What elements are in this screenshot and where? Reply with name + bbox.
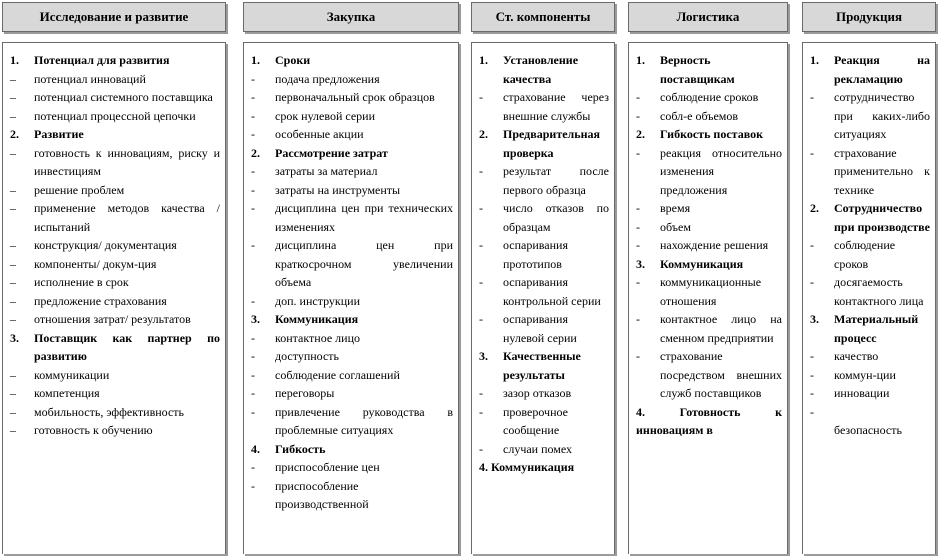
list-item xyxy=(251,384,453,403)
list-item-text: Установление качества xyxy=(503,53,579,86)
list-marker: - xyxy=(636,145,640,160)
section-heading xyxy=(479,51,609,88)
list-item-text: решение проблем xyxy=(34,182,125,197)
list-item xyxy=(251,125,453,144)
list-marker: – xyxy=(10,312,16,326)
list-marker: - xyxy=(636,349,640,363)
list-item xyxy=(10,199,220,236)
list-item-text: оспаривания контрольной серии xyxy=(503,275,601,308)
list-marker: – xyxy=(10,386,16,400)
list-item-text: страхование применительно к технике xyxy=(834,145,930,197)
section-heading xyxy=(810,310,930,347)
column-list xyxy=(471,42,615,554)
section-heading xyxy=(10,329,220,366)
list-item-text: Реакция на рекламацию xyxy=(834,53,930,86)
list-item xyxy=(251,329,453,348)
list-item xyxy=(479,88,609,125)
list-item-text: Поставщик как партнер по развитию xyxy=(34,330,220,363)
list-item xyxy=(10,292,220,311)
list-item-text: коммуникации xyxy=(34,367,110,382)
list-marker: - xyxy=(810,238,814,252)
list-item-text: подача предложения xyxy=(275,71,380,86)
list-item xyxy=(636,199,782,218)
list-item-text: соблюдение сроков xyxy=(660,90,759,104)
list-item xyxy=(810,366,930,385)
list-marker: - xyxy=(636,275,640,289)
list-item xyxy=(251,162,453,181)
list-marker: - xyxy=(636,238,640,252)
list-item xyxy=(251,458,453,477)
list-item-text: реакция относительно изменения предложения xyxy=(660,145,782,197)
list-item-text: Развитие xyxy=(34,127,84,141)
list-item-text: мобильность, эффективность xyxy=(34,404,184,419)
list-marker: - xyxy=(636,108,640,123)
section-heading xyxy=(636,255,782,274)
list-item-text: оспаривания нулевой серии xyxy=(503,312,577,345)
list-marker: - xyxy=(251,349,255,363)
column-header: Логистика xyxy=(628,2,788,32)
list-marker: – xyxy=(10,108,16,123)
list-item xyxy=(636,144,782,200)
column-production xyxy=(802,0,936,556)
list-item xyxy=(810,236,930,273)
list-item xyxy=(636,273,782,310)
list-item xyxy=(10,107,220,126)
list-marker: - xyxy=(251,182,255,197)
list-marker: 1. xyxy=(636,53,645,67)
list-marker: 2. xyxy=(479,127,488,141)
list-item xyxy=(10,88,220,107)
list-item-text: компоненты/ докум-ция xyxy=(34,256,157,271)
list-item xyxy=(10,403,220,422)
list-item-text: готовность к инновациям, риску и инвестициям xyxy=(34,145,220,178)
list-item xyxy=(10,310,220,329)
section-heading xyxy=(10,51,220,70)
list-item xyxy=(636,218,782,237)
list-item xyxy=(10,181,220,200)
column-standard-components xyxy=(471,0,615,556)
section-heading xyxy=(636,51,782,88)
list-marker: 2. xyxy=(636,127,645,141)
list-item xyxy=(479,384,609,403)
list-marker: - xyxy=(636,312,640,326)
list-marker: – xyxy=(10,90,16,104)
list-item xyxy=(810,347,930,366)
section-heading xyxy=(251,310,453,329)
list-item-text: компетенция xyxy=(34,386,100,400)
list-marker: - xyxy=(479,441,483,456)
section-heading xyxy=(636,403,782,440)
list-marker: - xyxy=(251,90,255,104)
list-item xyxy=(479,440,609,459)
list-item xyxy=(636,310,782,347)
section-heading xyxy=(810,199,930,236)
list-marker: - xyxy=(251,293,255,308)
list-marker: – xyxy=(10,71,16,86)
list-marker: – xyxy=(10,423,16,437)
list-marker: - xyxy=(810,386,814,400)
list-item xyxy=(810,403,930,422)
list-item-text: оспаривания прототипов xyxy=(503,238,568,271)
column-header: Исследование и развитие xyxy=(2,2,226,32)
list-item-text: Гибкость xyxy=(275,441,326,456)
list-item-text: привлечение руководства в проблемные ситуациях xyxy=(275,404,453,437)
list-marker: 3. xyxy=(810,312,819,326)
list-item-text: страхование через внешние службы xyxy=(503,90,609,123)
list-item xyxy=(251,199,453,236)
list-item-text: конструкция/ документация xyxy=(34,238,177,252)
list-item-text: проверочное сообщение xyxy=(503,404,568,437)
list-item-text: безопасность xyxy=(834,423,902,437)
list-item-text: приспособление цен xyxy=(275,460,380,474)
list-item-text: затраты на инструменты xyxy=(275,182,401,197)
list-item-text: исполнение в срок xyxy=(34,275,129,289)
column-list xyxy=(628,42,788,554)
list-marker: - xyxy=(479,238,483,252)
list-item-text: нахождение решения xyxy=(660,238,769,252)
list-item-text: Потенциал для развития xyxy=(34,53,170,67)
list-item xyxy=(251,403,453,440)
list-item xyxy=(479,310,609,347)
list-item xyxy=(810,384,930,403)
list-item xyxy=(810,88,930,144)
list-marker: - xyxy=(251,330,255,345)
list-item-text: первоначальный срок образцов xyxy=(275,90,435,104)
list-item xyxy=(251,88,453,107)
list-item-text: инновации xyxy=(834,386,890,400)
list-item xyxy=(10,144,220,181)
list-marker: - xyxy=(810,90,814,104)
list-item xyxy=(479,403,609,440)
list-item xyxy=(251,366,453,385)
list-marker: - xyxy=(251,71,255,86)
list-item-text: коммуникационные отношения xyxy=(660,275,762,308)
section-heading xyxy=(251,440,453,459)
list-marker: – xyxy=(10,238,16,252)
column-logistics xyxy=(628,0,788,556)
list-item-text: страхование посредством внешних служб поставщиков xyxy=(660,349,782,400)
list-marker: 1. xyxy=(10,53,19,67)
list-item-text: соблюдение соглашений xyxy=(275,367,400,382)
column-header: Продукция xyxy=(802,2,936,32)
list-item xyxy=(10,236,220,255)
list-item-text: особенные акции xyxy=(275,127,364,141)
list-marker: 3. xyxy=(251,312,260,326)
list-item xyxy=(251,236,453,292)
list-item-text: срок нулевой серии xyxy=(275,108,376,123)
list-item-text: контактное лицо xyxy=(275,330,361,345)
list-marker: - xyxy=(251,404,255,419)
column-header: Ст. компоненты xyxy=(471,2,615,32)
list-marker: 3. xyxy=(479,349,488,363)
list-item-text: собл-е объемов xyxy=(660,108,739,123)
list-item-text: 4. Готовность к инновациям в xyxy=(636,404,782,437)
section-heading xyxy=(479,125,609,162)
list-item-text: предложение страхования xyxy=(34,293,167,308)
list-marker: – xyxy=(10,256,16,271)
list-marker: - xyxy=(810,349,814,363)
list-item-text: Материальный процесс xyxy=(834,312,919,345)
list-marker: - xyxy=(251,367,255,382)
list-item-text: соблюдение сроков xyxy=(834,238,896,271)
list-marker: - xyxy=(251,164,255,178)
list-item-text: результат после первого образца xyxy=(503,164,609,197)
list-item-text: число отказов по образцам xyxy=(503,201,609,234)
column-list xyxy=(243,42,459,554)
section-heading xyxy=(251,51,453,70)
list-marker: - xyxy=(810,275,814,289)
list-marker: - xyxy=(251,127,255,141)
list-item-text: дисциплина цен при технических изменениях xyxy=(275,201,453,234)
list-item-text: качество xyxy=(834,349,879,363)
list-item xyxy=(636,107,782,126)
column-procurement xyxy=(243,0,459,556)
list-marker: - xyxy=(810,404,814,419)
list-marker: - xyxy=(636,201,640,215)
list-item xyxy=(10,70,220,89)
list-item-text: контактное лицо на сменном предприятии xyxy=(660,312,782,345)
list-marker: - xyxy=(479,312,483,326)
list-marker: - xyxy=(251,478,255,493)
list-marker: - xyxy=(251,386,255,400)
list-marker: - xyxy=(479,404,483,419)
section-heading xyxy=(251,144,453,163)
list-item xyxy=(251,477,453,514)
list-item xyxy=(10,421,220,440)
list-marker: – xyxy=(10,182,16,197)
list-item-text: потенциал процессной цепочки xyxy=(34,108,196,123)
list-marker: - xyxy=(251,238,255,252)
list-item xyxy=(810,421,930,440)
list-item-text: Верность поставщикам xyxy=(660,53,735,86)
list-item-text: приспособление производственной xyxy=(275,478,369,511)
list-marker: – xyxy=(10,201,16,215)
list-item xyxy=(479,199,609,236)
list-item-text: Предварительная проверка xyxy=(503,127,601,160)
section-heading xyxy=(479,458,609,477)
list-marker: - xyxy=(251,201,255,215)
list-item-text: 4. Коммуникация xyxy=(479,460,575,474)
list-marker: - xyxy=(636,219,640,234)
list-item-text: зазор отказов xyxy=(503,386,572,400)
list-item xyxy=(636,236,782,255)
list-marker: 2. xyxy=(251,145,260,160)
list-item xyxy=(479,236,609,273)
list-marker: - xyxy=(479,275,483,289)
list-item-text: Коммуникация xyxy=(275,312,359,326)
list-item-text: затраты за материал xyxy=(275,164,378,178)
list-item-text: готовность к обучению xyxy=(34,423,153,437)
section-heading xyxy=(10,125,220,144)
list-marker: 1. xyxy=(810,53,819,67)
list-item xyxy=(251,347,453,366)
list-marker: - xyxy=(479,386,483,400)
column-header: Закупка xyxy=(243,2,459,32)
list-item-text: Сроки xyxy=(275,53,311,67)
list-marker: - xyxy=(251,460,255,474)
list-item-text: досягаемость контактного лица xyxy=(834,275,924,308)
column-list xyxy=(802,42,936,554)
column-list xyxy=(2,42,226,554)
list-item xyxy=(10,273,220,292)
list-item xyxy=(10,366,220,385)
list-marker: - xyxy=(479,201,483,215)
list-item xyxy=(251,107,453,126)
list-marker: 4. xyxy=(251,441,260,456)
list-item xyxy=(636,347,782,403)
list-item xyxy=(810,144,930,200)
list-item-text: Качественные результаты xyxy=(503,349,581,382)
list-marker: – xyxy=(10,145,16,160)
list-item-text: коммун-ции xyxy=(834,367,896,382)
list-item xyxy=(251,181,453,200)
list-marker: - xyxy=(251,108,255,123)
list-item xyxy=(479,273,609,310)
list-item-text: потенциал инноваций xyxy=(34,71,146,86)
list-marker: - xyxy=(479,164,483,178)
list-item-text: объем xyxy=(660,219,691,234)
list-marker: - xyxy=(636,90,640,104)
list-item xyxy=(636,88,782,107)
list-marker: 1. xyxy=(251,53,260,67)
list-marker: – xyxy=(10,293,16,308)
list-marker: 2. xyxy=(810,201,819,215)
list-item-text: случаи помех xyxy=(503,441,573,456)
list-item xyxy=(10,255,220,274)
list-item-text: Гибкость поставок xyxy=(660,127,764,141)
list-item-text: доступность xyxy=(275,349,340,363)
list-item-text: время xyxy=(660,201,691,215)
list-marker: - xyxy=(810,145,814,160)
list-marker: 3. xyxy=(10,330,19,345)
list-marker: 1. xyxy=(479,53,488,67)
list-item-text: переговоры xyxy=(275,386,335,400)
list-item xyxy=(251,70,453,89)
list-item xyxy=(10,384,220,403)
list-marker: - xyxy=(479,90,483,104)
list-item-text: сотрудничество при каких-либо ситуациях xyxy=(834,90,930,141)
list-marker: – xyxy=(10,275,16,289)
list-item-text: дисциплина цен при краткосрочном увеличении объема xyxy=(275,238,453,289)
list-item xyxy=(810,273,930,310)
list-item-text: доп. инструкции xyxy=(275,293,361,308)
list-marker: 2. xyxy=(10,127,19,141)
list-item-text: Коммуникация xyxy=(660,256,744,271)
column-research-development xyxy=(2,0,226,556)
list-marker: - xyxy=(810,367,814,382)
section-heading xyxy=(810,51,930,88)
list-item-text: Рассмотрение затрат xyxy=(275,145,388,160)
list-item-text: применение методов качества / испытаний xyxy=(34,201,220,234)
list-item xyxy=(251,292,453,311)
section-heading xyxy=(636,125,782,144)
list-marker: – xyxy=(10,404,16,419)
list-item-text: Сотрудничество при производстве xyxy=(834,201,930,234)
list-item-text: отношения затрат/ результатов xyxy=(34,312,191,326)
section-heading xyxy=(479,347,609,384)
list-item xyxy=(479,162,609,199)
list-item-text: потенциал системного поставщика xyxy=(34,90,213,104)
list-marker: – xyxy=(10,367,16,382)
list-marker: 3. xyxy=(636,256,645,271)
